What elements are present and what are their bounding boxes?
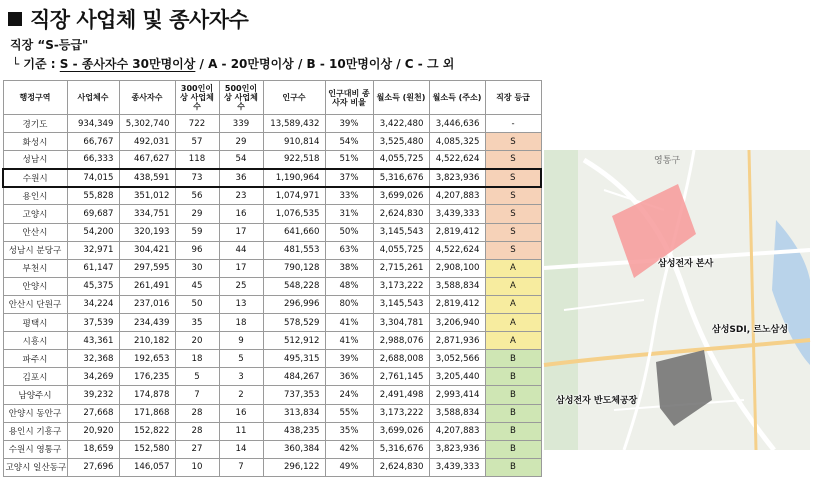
cell-businesses: 34,224: [67, 295, 119, 313]
cell-income-address: 3,588,834: [429, 404, 485, 422]
table-row: [3, 223, 541, 241]
cell-grade: S: [485, 241, 541, 259]
cell-businesses: 43,361: [67, 332, 119, 350]
table-row: [3, 404, 541, 422]
cell-income-address: 4,522,624: [429, 241, 485, 259]
cell-income-address: 3,205,440: [429, 368, 485, 386]
criteria-rest: / A - 20만명이상 / B - 10만명이상 / C - 그 외: [195, 57, 455, 71]
cell-grade: S: [485, 205, 541, 223]
cell-workers: 467,627: [119, 151, 175, 169]
criteria-line: [12, 55, 454, 72]
cell-businesses: 66,333: [67, 151, 119, 169]
cell-workers: 171,868: [119, 404, 175, 422]
cell-region: 화성시: [3, 133, 67, 151]
cell-population: 296,122: [263, 458, 325, 476]
cell-region: 안산시: [3, 223, 67, 241]
cell-biz-300: 20: [175, 332, 219, 350]
table-row: [3, 151, 541, 169]
cell-biz-300: 45: [175, 277, 219, 295]
col-header: 사업체수: [67, 81, 119, 115]
table-row: [3, 314, 541, 332]
table-row: [3, 259, 541, 277]
cell-businesses: 34,269: [67, 368, 119, 386]
cell-income-address: 4,085,325: [429, 133, 485, 151]
cell-income-source: 2,988,076: [373, 332, 429, 350]
cell-biz-300: 73: [175, 169, 219, 187]
cell-income-source: 3,525,480: [373, 133, 429, 151]
cell-population: 578,529: [263, 314, 325, 332]
cell-biz-300: 18: [175, 350, 219, 368]
cell-income-source: 5,316,676: [373, 440, 429, 458]
table-row: [3, 368, 541, 386]
cell-biz-300: 7: [175, 386, 219, 404]
cell-biz-300: 35: [175, 314, 219, 332]
col-header: 월소득 (원천): [373, 81, 429, 115]
cell-workers: 210,182: [119, 332, 175, 350]
cell-biz-500: 2: [219, 386, 263, 404]
cell-grade: A: [485, 314, 541, 332]
cell-businesses: 61,147: [67, 259, 119, 277]
cell-region: 경기도: [3, 115, 67, 133]
cell-population: 438,235: [263, 422, 325, 440]
cell-income-source: 2,715,261: [373, 259, 429, 277]
col-header: 인구대비 종사자 비율: [325, 81, 373, 115]
cell-region: 안산시 단원구: [3, 295, 67, 313]
cell-region: 안양시 동안구: [3, 404, 67, 422]
cell-region: 고양시: [3, 205, 67, 223]
cell-biz-300: 27: [175, 440, 219, 458]
cell-income-source: 3,422,480: [373, 115, 429, 133]
subtitle: 직장 “S-등급": [10, 38, 89, 52]
map-district-label: 영통구: [654, 156, 681, 166]
cell-biz-500: 25: [219, 277, 263, 295]
cell-income-source: 3,145,543: [373, 295, 429, 313]
col-header: 종사자수: [119, 81, 175, 115]
cell-region: 성남시: [3, 151, 67, 169]
cell-biz-500: 5: [219, 350, 263, 368]
cell-region: 시흥시: [3, 332, 67, 350]
cell-biz-300: 5: [175, 368, 219, 386]
cell-worker-ratio: 39%: [325, 115, 373, 133]
cell-grade: B: [485, 440, 541, 458]
cell-biz-300: 59: [175, 223, 219, 241]
cell-worker-ratio: 50%: [325, 223, 373, 241]
table-row: [3, 115, 541, 133]
cell-population: 1,076,535: [263, 205, 325, 223]
cell-workers: 438,591: [119, 169, 175, 187]
cell-grade: S: [485, 133, 541, 151]
cell-region: 남양주시: [3, 386, 67, 404]
cell-grade: B: [485, 368, 541, 386]
cell-workers: 146,057: [119, 458, 175, 476]
cell-businesses: 66,767: [67, 133, 119, 151]
cell-income-address: 3,439,333: [429, 205, 485, 223]
cell-biz-300: 118: [175, 151, 219, 169]
table-row: [3, 386, 541, 404]
cell-businesses: 55,828: [67, 187, 119, 205]
cell-grade: B: [485, 458, 541, 476]
cell-worker-ratio: 31%: [325, 205, 373, 223]
cell-income-source: 4,055,725: [373, 241, 429, 259]
table-row: [3, 205, 541, 223]
cell-region: 파주시: [3, 350, 67, 368]
cell-income-source: 2,624,830: [373, 458, 429, 476]
cell-population: 484,267: [263, 368, 325, 386]
cell-businesses: 20,920: [67, 422, 119, 440]
cell-worker-ratio: 63%: [325, 241, 373, 259]
cell-income-address: 4,522,624: [429, 151, 485, 169]
col-header: 월소득 (주소): [429, 81, 485, 115]
cell-income-address: 3,823,936: [429, 440, 485, 458]
cell-grade: S: [485, 151, 541, 169]
criteria-prefix: └ 기준 :: [12, 57, 60, 71]
cell-worker-ratio: 54%: [325, 133, 373, 151]
cell-worker-ratio: 55%: [325, 404, 373, 422]
cell-income-source: 3,145,543: [373, 223, 429, 241]
cell-biz-500: 14: [219, 440, 263, 458]
cell-region: 수원시: [3, 169, 67, 187]
cell-income-source: 3,699,026: [373, 422, 429, 440]
cell-income-address: 3,588,834: [429, 277, 485, 295]
cell-population: 1,074,971: [263, 187, 325, 205]
col-header: 행정구역: [3, 81, 67, 115]
cell-biz-300: 50: [175, 295, 219, 313]
square-bullet-icon: [8, 12, 22, 26]
page-title: [8, 4, 248, 34]
map-label-fab: 삼성전자 반도체공장: [556, 396, 638, 406]
cell-businesses: 27,696: [67, 458, 119, 476]
cell-grade: -: [485, 115, 541, 133]
cell-biz-500: 17: [219, 259, 263, 277]
cell-businesses: 18,659: [67, 440, 119, 458]
cell-worker-ratio: 42%: [325, 440, 373, 458]
cell-biz-500: 11: [219, 422, 263, 440]
cell-workers: 5,302,740: [119, 115, 175, 133]
criteria-s: S - 종사자수 30만명이상: [59, 57, 196, 71]
cell-region: 성남시 분당구: [3, 241, 67, 259]
cell-grade: A: [485, 277, 541, 295]
cell-biz-500: 18: [219, 314, 263, 332]
cell-biz-300: 96: [175, 241, 219, 259]
cell-biz-500: 13: [219, 295, 263, 313]
table-row: [3, 350, 541, 368]
cell-population: 360,384: [263, 440, 325, 458]
table-row: [3, 241, 541, 259]
cell-region: 용인시 기흥구: [3, 422, 67, 440]
table-row: [3, 295, 541, 313]
cell-grade: A: [485, 259, 541, 277]
cell-population: 313,834: [263, 404, 325, 422]
cell-grade: B: [485, 350, 541, 368]
cell-income-source: 3,699,026: [373, 187, 429, 205]
col-header: 직장 등급: [485, 81, 541, 115]
map-label-hq: 삼성전자 본사: [658, 259, 714, 269]
cell-income-address: 2,871,936: [429, 332, 485, 350]
cell-biz-300: 28: [175, 422, 219, 440]
cell-workers: 261,491: [119, 277, 175, 295]
cell-income-address: 2,819,412: [429, 223, 485, 241]
cell-region: 고양시 일산동구: [3, 458, 67, 476]
cell-worker-ratio: 51%: [325, 151, 373, 169]
col-header: 인구수: [263, 81, 325, 115]
cell-workers: 192,653: [119, 350, 175, 368]
cell-workers: 492,031: [119, 133, 175, 151]
cell-population: 910,814: [263, 133, 325, 151]
col-header: 300인이상 사업체수: [175, 81, 219, 115]
table-row: [3, 187, 541, 205]
cell-biz-300: 722: [175, 115, 219, 133]
cell-worker-ratio: 35%: [325, 422, 373, 440]
cell-businesses: 37,539: [67, 314, 119, 332]
cell-biz-300: 28: [175, 404, 219, 422]
cell-income-address: 3,823,936: [429, 169, 485, 187]
cell-workers: 152,822: [119, 422, 175, 440]
cell-businesses: 934,349: [67, 115, 119, 133]
cell-income-source: 3,173,222: [373, 277, 429, 295]
cell-biz-500: 3: [219, 368, 263, 386]
table-row: [3, 277, 541, 295]
cell-businesses: 54,200: [67, 223, 119, 241]
cell-biz-300: 56: [175, 187, 219, 205]
cell-biz-300: 57: [175, 133, 219, 151]
map-label-sdi: 삼성SDI, 르노삼성: [712, 325, 789, 335]
cell-workers: 297,595: [119, 259, 175, 277]
cell-region: 안양시: [3, 277, 67, 295]
cell-grade: B: [485, 404, 541, 422]
cell-worker-ratio: 37%: [325, 169, 373, 187]
cell-population: 922,518: [263, 151, 325, 169]
cell-workers: 320,193: [119, 223, 175, 241]
cell-workers: 152,580: [119, 440, 175, 458]
cell-biz-500: 54: [219, 151, 263, 169]
cell-grade: S: [485, 187, 541, 205]
cell-worker-ratio: 39%: [325, 350, 373, 368]
cell-income-address: 2,819,412: [429, 295, 485, 313]
cell-biz-500: 23: [219, 187, 263, 205]
cell-businesses: 27,668: [67, 404, 119, 422]
cell-population: 790,128: [263, 259, 325, 277]
cell-population: 13,589,432: [263, 115, 325, 133]
cell-workers: 176,235: [119, 368, 175, 386]
cell-grade: S: [485, 223, 541, 241]
cell-biz-500: 339: [219, 115, 263, 133]
cell-income-address: 2,908,100: [429, 259, 485, 277]
cell-worker-ratio: 24%: [325, 386, 373, 404]
cell-businesses: 45,375: [67, 277, 119, 295]
cell-worker-ratio: 49%: [325, 458, 373, 476]
cell-population: 548,228: [263, 277, 325, 295]
table-row: [3, 440, 541, 458]
cell-worker-ratio: 33%: [325, 187, 373, 205]
cell-grade: B: [485, 386, 541, 404]
cell-population: 641,660: [263, 223, 325, 241]
cell-worker-ratio: 36%: [325, 368, 373, 386]
title-text: 직장 사업체 및 종사자수: [30, 8, 249, 32]
cell-biz-500: 16: [219, 205, 263, 223]
cell-businesses: 39,232: [67, 386, 119, 404]
cell-income-address: 3,052,566: [429, 350, 485, 368]
cell-region: 용인시: [3, 187, 67, 205]
cell-population: 495,315: [263, 350, 325, 368]
cell-income-address: 2,993,414: [429, 386, 485, 404]
cell-worker-ratio: 41%: [325, 314, 373, 332]
cell-biz-300: 29: [175, 205, 219, 223]
table-header-row: [3, 81, 541, 115]
cell-income-source: 5,316,676: [373, 169, 429, 187]
cell-workers: 237,016: [119, 295, 175, 313]
cell-businesses: 69,687: [67, 205, 119, 223]
cell-income-source: 4,055,725: [373, 151, 429, 169]
cell-region: 평택시: [3, 314, 67, 332]
cell-biz-500: 9: [219, 332, 263, 350]
cell-biz-500: 29: [219, 133, 263, 151]
cell-worker-ratio: 48%: [325, 277, 373, 295]
table-row: [3, 332, 541, 350]
table-row: [3, 458, 541, 476]
cell-income-address: 3,439,333: [429, 458, 485, 476]
table-row: [3, 169, 541, 187]
table-row: [3, 133, 541, 151]
cell-income-source: 3,304,781: [373, 314, 429, 332]
cell-workers: 304,421: [119, 241, 175, 259]
cell-businesses: 32,368: [67, 350, 119, 368]
cell-workers: 334,751: [119, 205, 175, 223]
table-row: [3, 422, 541, 440]
cell-businesses: 32,971: [67, 241, 119, 259]
cell-biz-500: 17: [219, 223, 263, 241]
cell-workers: 174,878: [119, 386, 175, 404]
cell-worker-ratio: 80%: [325, 295, 373, 313]
cell-region: 김포시: [3, 368, 67, 386]
cell-biz-500: 7: [219, 458, 263, 476]
cell-income-source: 2,624,830: [373, 205, 429, 223]
cell-population: 481,553: [263, 241, 325, 259]
cell-income-address: 3,206,940: [429, 314, 485, 332]
cell-workers: 234,439: [119, 314, 175, 332]
cell-workers: 351,012: [119, 187, 175, 205]
cell-biz-500: 44: [219, 241, 263, 259]
cell-income-address: 3,446,636: [429, 115, 485, 133]
location-map[interactable]: [544, 150, 810, 450]
cell-income-address: 4,207,883: [429, 422, 485, 440]
cell-grade: A: [485, 295, 541, 313]
workplace-table: [2, 80, 542, 477]
cell-biz-500: 16: [219, 404, 263, 422]
cell-worker-ratio: 38%: [325, 259, 373, 277]
cell-biz-500: 36: [219, 169, 263, 187]
cell-grade: S: [485, 169, 541, 187]
cell-businesses: 74,015: [67, 169, 119, 187]
cell-population: 1,190,964: [263, 169, 325, 187]
cell-income-source: 2,688,008: [373, 350, 429, 368]
cell-biz-300: 30: [175, 259, 219, 277]
cell-grade: A: [485, 332, 541, 350]
table-body: [3, 115, 541, 477]
cell-grade: B: [485, 422, 541, 440]
cell-income-source: 2,761,145: [373, 368, 429, 386]
cell-population: 512,912: [263, 332, 325, 350]
cell-income-address: 4,207,883: [429, 187, 485, 205]
cell-income-source: 3,173,222: [373, 404, 429, 422]
cell-population: 296,996: [263, 295, 325, 313]
cell-region: 수원시 영통구: [3, 440, 67, 458]
col-header: 500인이상 사업체수: [219, 81, 263, 115]
cell-income-source: 2,491,498: [373, 386, 429, 404]
cell-worker-ratio: 41%: [325, 332, 373, 350]
cell-population: 737,353: [263, 386, 325, 404]
cell-region: 부천시: [3, 259, 67, 277]
cell-biz-300: 10: [175, 458, 219, 476]
